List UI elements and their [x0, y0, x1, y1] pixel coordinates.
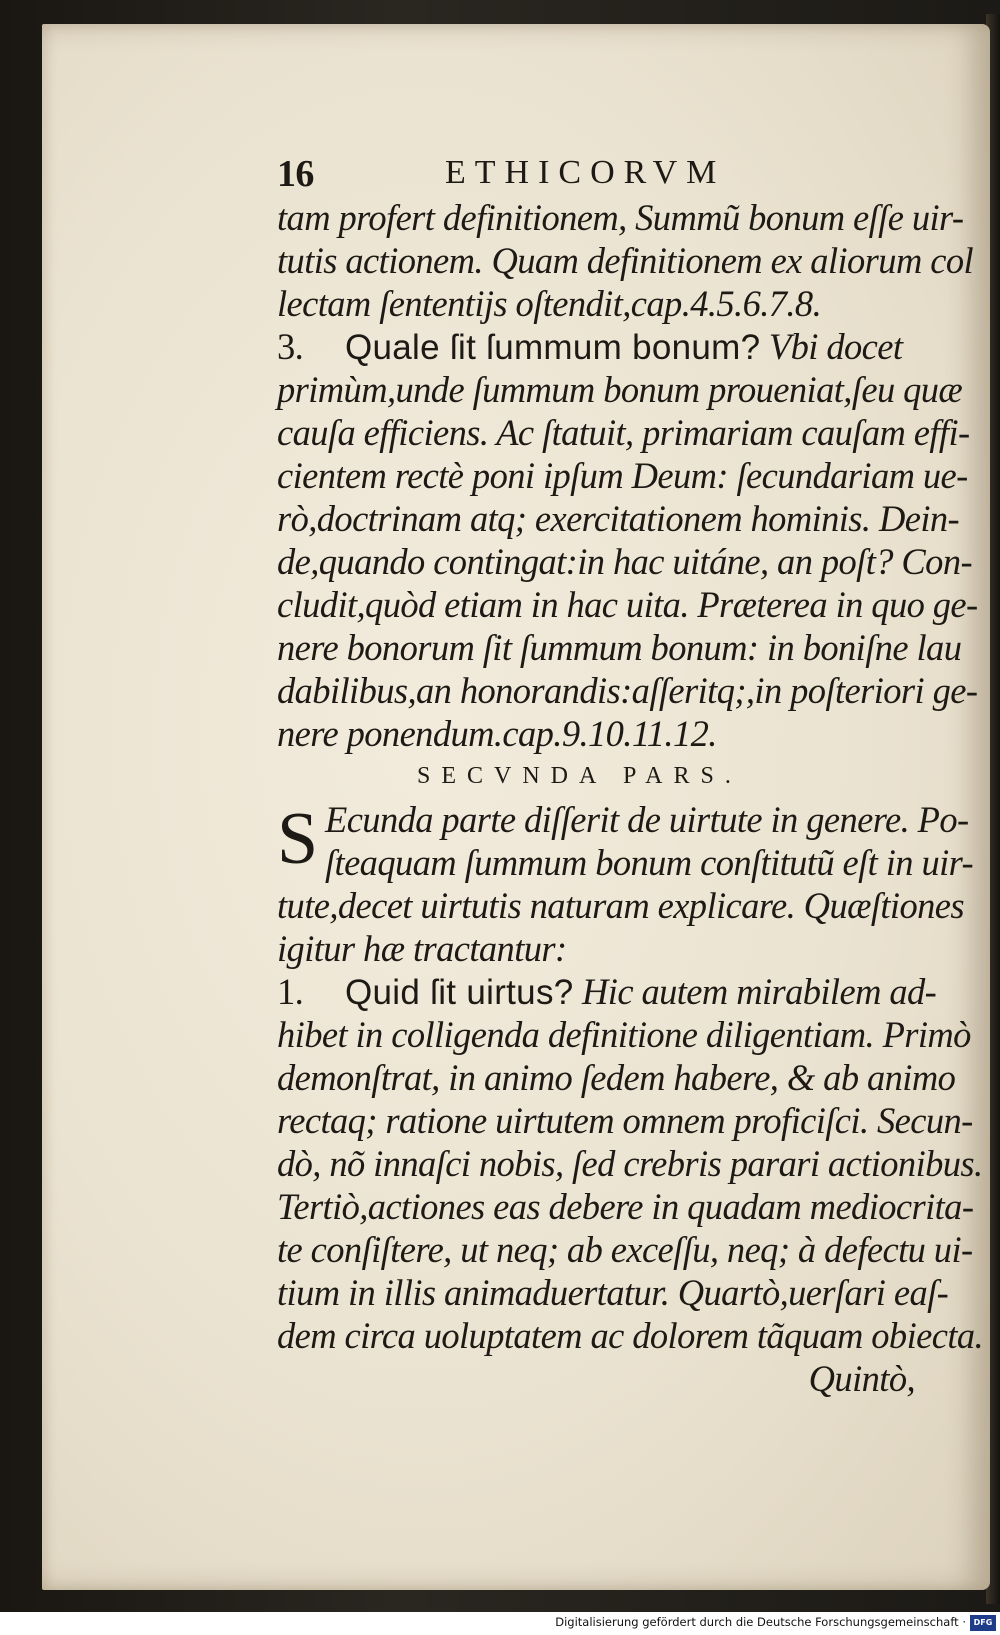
page-number: 16 — [277, 153, 314, 195]
question-heading: Quale ſit ſummum bonum? — [345, 328, 761, 367]
section-title: SECVNDA PARS. — [417, 763, 742, 789]
question-text: Hic autem mirabilem ad- — [573, 971, 937, 1012]
text-line: tute,decet uirtutis naturam explicare. Quæſtiones — [277, 885, 964, 926]
funding-credit: Digitalisierung gefördert durch die Deutsche Forschungsgemeinschaft · — [555, 1615, 966, 1629]
question-number: 3. — [277, 326, 304, 367]
text-line: tium in illis animaduertatur. Quartò,uerſari eaſ- — [277, 1272, 949, 1313]
text-line: de,quando contingat:in hac uitáne, an poſt? Con- — [277, 541, 973, 582]
footer-bar — [0, 1612, 1000, 1635]
text-line: primùm,unde ſummum bonum proueniat,ſeu quæ — [277, 369, 963, 410]
question-line — [277, 325, 957, 368]
running-head: ETHICORVM — [445, 154, 726, 191]
text-line: ſteaquam ſummum bonum conſtitutũ eſt in uir- — [325, 842, 974, 883]
text-line: dabilibus,an honorandis:aſſeritq;,in poſteriori ge- — [277, 670, 978, 711]
text-line: Ecunda parte diſſerit de uirtute in genere. Po- — [325, 799, 969, 840]
text-line: nere bonorum ſit ſummum bonum: in boniſne lau — [277, 627, 962, 668]
secunda-paragraph — [277, 798, 974, 884]
text-line: igitur hæ tractantur: — [277, 928, 567, 969]
text-line: tam profert definitionem, Summũ bonum eſſe uir- — [277, 197, 964, 238]
text-line: demonſtrat, in animo ſedem habere, & ab animo — [277, 1057, 956, 1098]
text-line: dò, nõ innaſci nobis, ſed crebris parari actionibus. — [277, 1143, 983, 1184]
question-heading: Quid ſit uirtus? — [345, 973, 574, 1012]
text-line: nere ponendum.cap.9.10.11.12. — [277, 713, 717, 754]
text-line: rectaq; ratione uirtutem omnem proficiſci. Secun- — [277, 1100, 973, 1141]
text-block — [277, 148, 984, 1400]
text-line: cauſa efficiens. Ac ſtatuit, primariam cauſam effi- — [277, 412, 970, 453]
catchword: Quintò, — [808, 1358, 915, 1399]
dfg-logo-icon: DFG — [970, 1615, 996, 1631]
text-line: dem circa uoluptatem ac dolorem tãquam obiecta. — [277, 1315, 984, 1356]
text-line: Tertiò,actiones eas debere in quadam mediocrita- — [277, 1186, 974, 1227]
text-line: cludit,quòd etiam in hac uita. Præterea in quo ge- — [277, 584, 978, 625]
drop-cap: S — [277, 798, 318, 880]
question-number: 1. — [277, 971, 304, 1012]
question-line — [277, 970, 957, 1013]
text-line: tutis actionem. Quam definitionem ex aliorum col — [277, 240, 974, 281]
page-header — [277, 148, 957, 196]
question-text: Vbi docet — [760, 326, 903, 367]
text-line: cientem rectè poni ipſum Deum: ſecundariam ue- — [277, 455, 968, 496]
text-line: rò,doctrinam atq; exercitationem hominis. Dein- — [277, 498, 960, 539]
text-line: te conſiſtere, ut neq; ab exceſſu, neq; à defectu ui- — [277, 1229, 973, 1270]
text-line: lectam ſententijs oſtendit,cap.4.5.6.7.8. — [277, 283, 822, 324]
text-line: hibet in colligenda definitione diligentiam. Primò — [277, 1014, 971, 1055]
